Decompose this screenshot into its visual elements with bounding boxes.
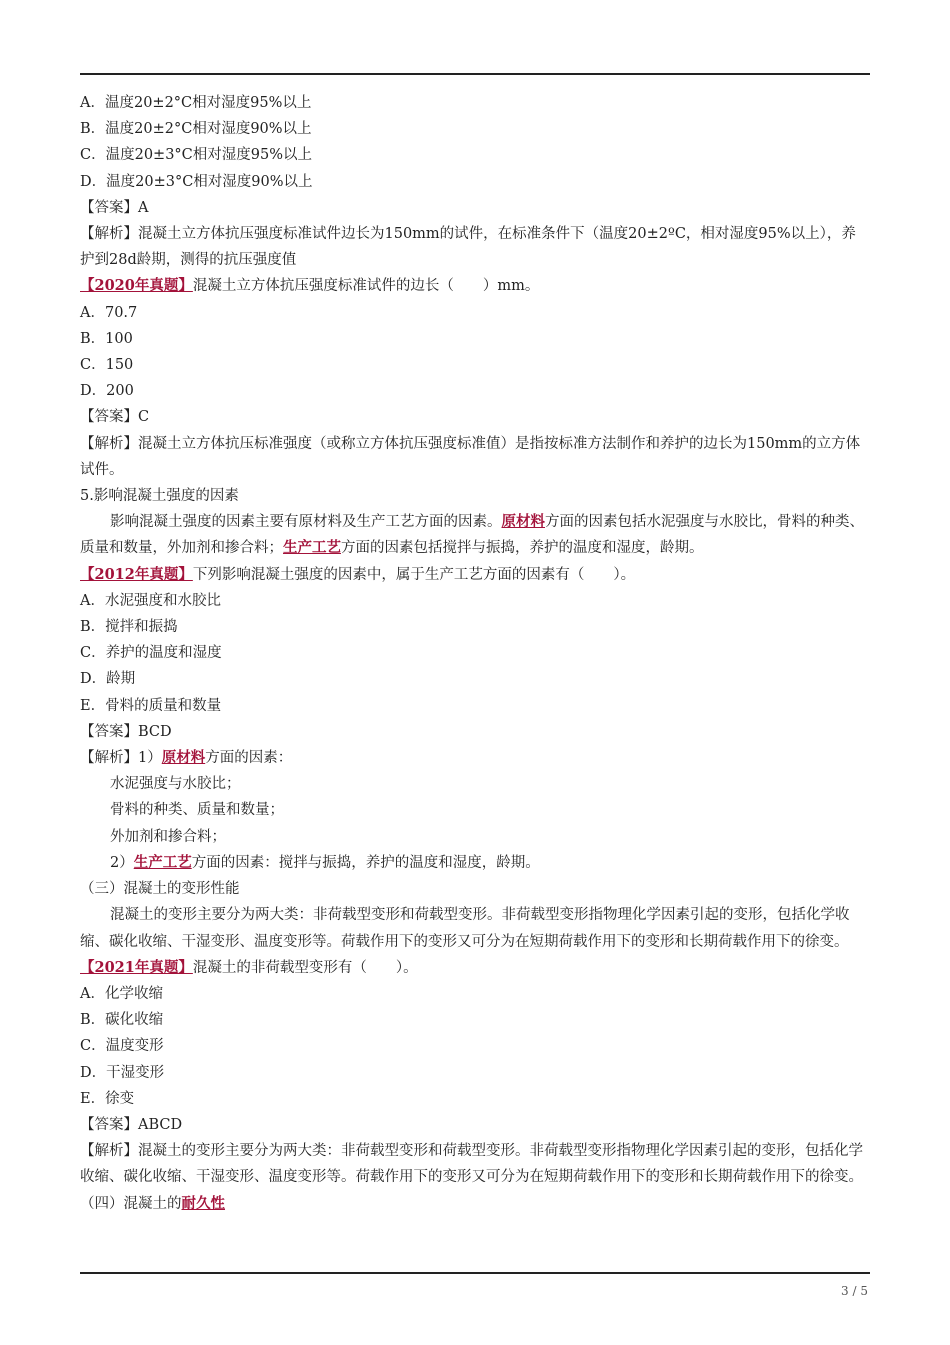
section-paragraph: 混凝土的变形主要分为两大类：非荷载型变形和荷载型变形。非荷载型变形指物理化学因素引起的变形，包括化学收缩、碳化收缩、干湿变形、温度变形等。荷载作用下的变形又可分为在短期荷载作用下的变形和长期荷载作用下的徐变。 (80, 907, 850, 950)
keyword-process: 生产工艺 (133, 853, 192, 871)
paragraph-text: 方面的因素包括水泥强度与水胶比，骨料的种类、质量和数量，外加剂和掺合料； (80, 514, 864, 557)
option-d: D．龄期 (80, 671, 136, 688)
section-heading: 5.影响混凝土强度的因素 (80, 488, 239, 505)
question-stem: 混凝土的非荷载型变形有（ ）。 (192, 959, 418, 976)
page-number: 3 / 5 (841, 1284, 868, 1298)
option-c: C．养护的温度和湿度 (80, 645, 222, 662)
section-heading (80, 1191, 870, 1217)
year-tag: 【2020年真题】 (80, 277, 193, 295)
paragraph-text: 方面的因素包括搅拌与振捣，养护的温度和湿度，龄期。 (341, 540, 704, 557)
explanation: 【解析】混凝土立方体抗压标准强度（或称立方体抗压强度标准值）是指按标准方法制作和养护的边长为150mm的立方体试件。 (80, 435, 861, 478)
explanation-text: 方面的因素： (205, 750, 293, 767)
explanation-part-2 (80, 850, 870, 876)
answer: 【答案】ABCD (80, 1116, 183, 1133)
option-a: A．70.7 (80, 304, 138, 321)
keyword-raw-materials: 原材料 (161, 749, 206, 767)
option-c: C．150 (80, 357, 134, 374)
option-d: D．干湿变形 (80, 1064, 165, 1081)
section-paragraph (80, 509, 870, 561)
option-b: B．100 (80, 330, 133, 347)
footer-rule (80, 1272, 870, 1274)
year-tag: 【2021年真题】 (80, 958, 193, 976)
option-c: C．温度变形 (80, 1038, 164, 1055)
option-d: D．200 (80, 383, 134, 400)
question-2021 (80, 955, 870, 981)
answer: 【答案】A (80, 199, 149, 216)
list-item: 外加剂和掺合料； (110, 828, 226, 845)
option-e: E．徐变 (80, 1090, 135, 1107)
question-stem: 下列影响混凝土强度的因素中，属于生产工艺方面的因素有（ ）。 (192, 566, 636, 583)
page-content (80, 90, 870, 1217)
paragraph-text: 影响混凝土强度的因素主要有原材料及生产工艺方面的因素。 (110, 514, 502, 531)
explanation (80, 745, 870, 771)
option-a: A．化学收缩 (80, 985, 163, 1002)
list-item: 水泥强度与水胶比； (110, 776, 241, 793)
list-item: 骨料的种类、质量和数量； (110, 802, 284, 819)
section-heading: （三）混凝土的变形性能 (80, 881, 240, 898)
header-rule (80, 73, 870, 75)
question-2020 (80, 273, 870, 299)
option-b: B．碳化收缩 (80, 1012, 164, 1029)
answer: 【答案】BCD (80, 723, 172, 740)
heading-text: （四）混凝土的 (80, 1195, 182, 1212)
explanation-text: 方面的因素：搅拌与振捣，养护的温度和湿度，龄期。 (191, 854, 540, 871)
explanation-prefix: 【解析】1） (80, 750, 162, 767)
list-number: 2） (110, 854, 134, 871)
question-stem: 混凝土立方体抗压强度标准试件的边长（ ）mm。 (192, 278, 540, 295)
question-2012 (80, 562, 870, 588)
year-tag: 【2012年真题】 (80, 565, 193, 583)
option-c: C．温度20±3°C相对湿度95%以上 (80, 147, 312, 164)
option-a: A．温度20±2°C相对湿度95%以上 (80, 95, 312, 111)
option-b: B．温度20±2°C相对湿度90%以上 (80, 121, 312, 138)
option-e: E．骨料的质量和数量 (80, 697, 222, 714)
keyword-durability: 耐久性 (181, 1194, 225, 1212)
option-b: B．搅拌和振捣 (80, 619, 178, 636)
explanation: 【解析】混凝土立方体抗压强度标准试件边长为150mm的试件，在标准条件下（温度20±2ºC，相对湿度95%以上），养护到28d龄期，测得的抗压强度值 (80, 226, 856, 269)
explanation: 【解析】混凝土的变形主要分为两大类：非荷载型变形和荷载型变形。非荷载型变形指物理化学因素引起的变形，包括化学收缩、碳化收缩、干湿变形、温度变形等。荷载作用下的变形又可分为在短期荷载作用下的变形和长期荷载作用下的徐变。 (80, 1143, 863, 1186)
option-a: A．水泥强度和水胶比 (80, 592, 221, 609)
keyword-raw-materials: 原材料 (501, 513, 545, 531)
option-d: D．温度20±3°C相对湿度90%以上 (80, 173, 313, 190)
answer: 【答案】C (80, 409, 150, 426)
keyword-process: 生产工艺 (283, 539, 341, 557)
